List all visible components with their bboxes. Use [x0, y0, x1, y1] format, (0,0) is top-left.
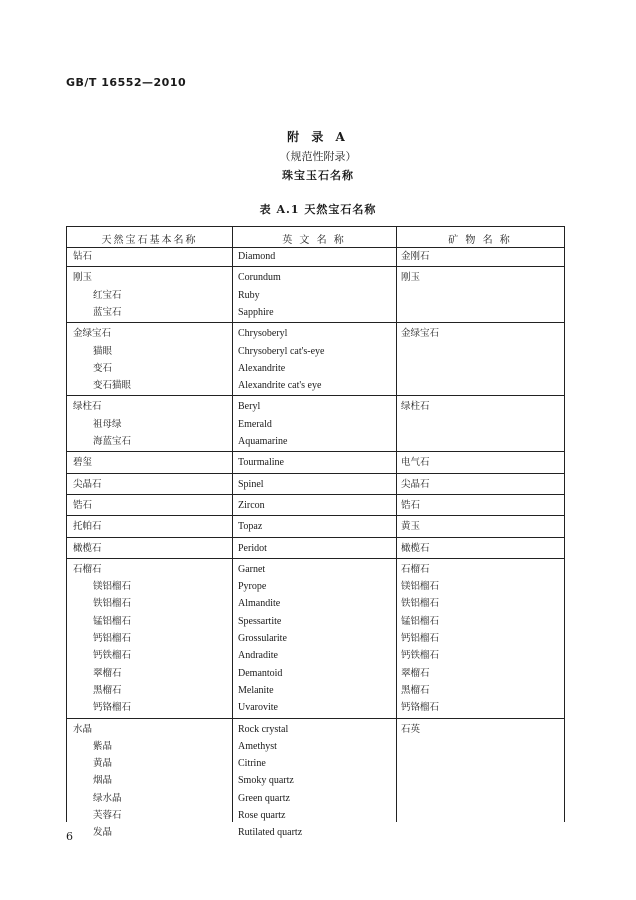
gem-basic-name: 海蓝宝石: [93, 436, 132, 447]
gem-english-name: Chrysoberyl cat's-eye: [238, 345, 325, 357]
table-header-row: [67, 227, 564, 248]
gem-basic-name: 锆石: [73, 499, 93, 511]
gem-basic-name: 发晶: [93, 827, 113, 839]
gem-english-name: Melanite: [238, 684, 274, 696]
gem-mineral-name: 刚玉: [401, 272, 421, 284]
gem-basic-name: 芙蓉石: [93, 810, 122, 821]
annex-type: （规范性附录）: [279, 150, 357, 163]
gem-english-name: Spinel: [238, 478, 264, 490]
document-code: GB/T 16552—2010: [66, 76, 187, 89]
gem-mineral-name: 黄玉: [401, 521, 421, 533]
gem-basic-name: 烟晶: [93, 775, 113, 787]
gem-english-name: Rose quartz: [238, 810, 286, 821]
gem-mineral-name: 黑榴石: [401, 684, 430, 696]
table-caption: 表 A.1 天然宝石名称: [259, 203, 377, 216]
annex-label: 附 录 A: [287, 130, 349, 144]
gem-basic-name: 钻石: [73, 251, 93, 262]
gem-basic-name: 碧玺: [73, 457, 93, 469]
gem-basic-name: 刚玉: [73, 272, 93, 284]
gem-basic-name: 铁铝榴石: [93, 598, 132, 610]
gem-english-name: Sapphire: [238, 306, 274, 318]
column-header-basic-name: 天然宝石基本名称: [101, 235, 198, 246]
gem-english-name: Smoky quartz: [238, 775, 294, 787]
group-separator: [67, 473, 564, 474]
gem-english-name: Corundum: [238, 272, 281, 284]
gem-mineral-name: 锰铝榴石: [401, 615, 440, 627]
gem-basic-name: 黄晶: [93, 758, 113, 770]
gem-basic-name: 变石: [93, 362, 113, 374]
gem-basic-name: 镁铝榴石: [93, 581, 132, 593]
gem-english-name: Alexandrite cat's eye: [238, 380, 322, 392]
gem-basic-name: 钙铁榴石: [93, 650, 132, 662]
gem-basic-name: 尖晶石: [73, 478, 102, 490]
gem-basic-name: 绿水晶: [93, 792, 122, 804]
gem-english-name: Peridot: [238, 542, 267, 554]
gem-english-name: Garnet: [238, 563, 266, 575]
gem-mineral-name: 钙铁榴石: [401, 650, 440, 662]
gem-basic-name: 锰铝榴石: [93, 615, 132, 627]
gem-english-name: Topaz: [238, 521, 263, 533]
gem-basic-name: 翠榴石: [93, 667, 122, 679]
annex-title: 珠宝玉石名称: [282, 169, 354, 182]
gem-english-name: Tourmaline: [238, 457, 284, 469]
group-separator: [67, 718, 564, 719]
gem-mineral-name: 橄榄石: [401, 542, 430, 554]
gem-english-name: Rutilated quartz: [238, 827, 303, 839]
gem-mineral-name: 尖晶石: [401, 478, 430, 490]
gem-mineral-name: 钙铝榴石: [401, 633, 440, 644]
gem-english-name: Emerald: [238, 418, 272, 430]
gem-english-name: Pyrope: [238, 581, 267, 593]
gem-english-name: Rock crystal: [238, 723, 289, 735]
gem-english-name: Aquamarine: [238, 436, 288, 447]
gem-basic-name: 钙铬榴石: [93, 702, 132, 714]
gem-basic-name: 橄榄石: [73, 542, 102, 554]
gem-mineral-name: 电气石: [401, 457, 430, 469]
group-separator: [67, 537, 564, 538]
gem-basic-name: 祖母绿: [93, 418, 122, 430]
gem-english-name: Alexandrite: [238, 362, 286, 374]
column-header-mineral-name: 矿 物 名 称: [448, 235, 512, 246]
column-divider: [396, 227, 397, 822]
group-separator: [67, 558, 564, 559]
gem-english-name: Ruby: [238, 289, 260, 301]
gem-basic-name: 猫眼: [93, 345, 113, 357]
group-separator: [67, 266, 564, 267]
column-header-english-name: 英 文 名 称: [282, 235, 346, 246]
gem-basic-name: 金绿宝石: [73, 328, 112, 340]
gem-basic-name: 变石猫眼: [93, 380, 132, 392]
gem-basic-name: 红宝石: [93, 289, 122, 301]
gem-english-name: Green quartz: [238, 792, 290, 804]
gem-names-table: [66, 226, 565, 839]
gem-mineral-name: 钙铬榴石: [401, 702, 440, 714]
gem-english-name: Grossularite: [238, 633, 287, 644]
group-separator: [67, 322, 564, 323]
gem-basic-name: 蓝宝石: [93, 306, 122, 318]
column-divider: [232, 227, 233, 822]
group-separator: [67, 451, 564, 452]
gem-mineral-name: 绿柱石: [401, 401, 430, 413]
gem-english-name: Andradite: [238, 650, 278, 662]
gem-english-name: Almandite: [238, 598, 281, 610]
gem-mineral-name: 金刚石: [401, 251, 430, 262]
gem-basic-name: 紫晶: [93, 740, 113, 752]
group-separator: [67, 494, 564, 495]
gem-english-name: Diamond: [238, 251, 276, 262]
group-separator: [67, 515, 564, 516]
gem-mineral-name: 翠榴石: [401, 667, 430, 679]
gem-mineral-name: 石英: [401, 723, 421, 735]
gem-basic-name: 钙铝榴石: [93, 633, 132, 644]
gem-mineral-name: 铁铝榴石: [401, 598, 440, 610]
group-separator: [67, 395, 564, 396]
gem-english-name: Amethyst: [238, 740, 277, 752]
gem-mineral-name: 石榴石: [401, 563, 430, 575]
gem-english-name: Uvarovite: [238, 702, 278, 714]
gem-basic-name: 黑榴石: [93, 684, 122, 696]
gem-basic-name: 托帕石: [73, 521, 102, 533]
page-number: 6: [66, 830, 73, 843]
gem-english-name: Spessartite: [238, 615, 282, 627]
gem-mineral-name: 金绿宝石: [401, 328, 440, 340]
gem-mineral-name: 镁铝榴石: [401, 581, 440, 593]
gem-basic-name: 石榴石: [73, 563, 102, 575]
gem-mineral-name: 锆石: [401, 499, 421, 511]
gem-english-name: Zircon: [238, 499, 265, 511]
gem-basic-name: 水晶: [73, 723, 93, 735]
gem-basic-name: 绿柱石: [73, 401, 102, 413]
gem-english-name: Citrine: [238, 758, 266, 770]
gem-english-name: Chrysoberyl: [238, 328, 288, 340]
gem-english-name: Beryl: [238, 401, 261, 413]
gem-english-name: Demantoid: [238, 667, 283, 679]
